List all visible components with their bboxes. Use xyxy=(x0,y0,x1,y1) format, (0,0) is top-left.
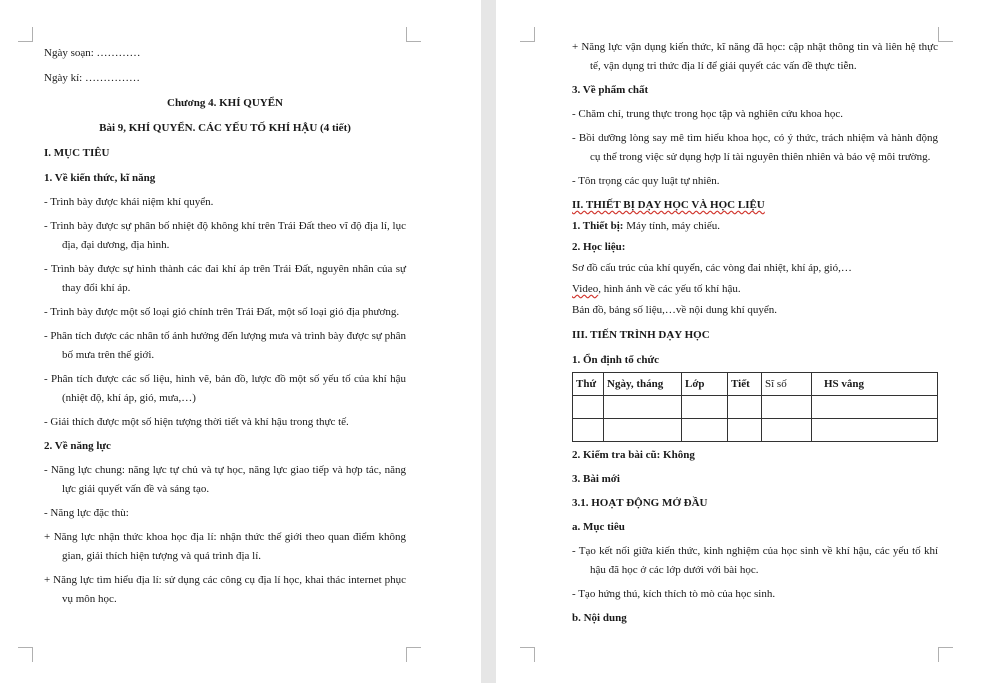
table-header-row xyxy=(573,373,938,396)
table-cell[interactable] xyxy=(604,396,682,419)
subsection-opening-activity: 3.1. HOẠT ĐỘNG MỞ ĐẦU xyxy=(572,497,708,509)
table-row xyxy=(573,419,938,442)
table-cell[interactable] xyxy=(762,396,812,419)
subsection-goal: a. Mục tiêu xyxy=(572,521,625,533)
materials-line-3: Bản đồ, bảng số liệu,…về nội dung khí quyển. xyxy=(572,304,778,316)
margin-corner-marker xyxy=(520,27,535,42)
table-cell[interactable] xyxy=(728,396,762,419)
competency-specific: - Năng lực đặc thù: xyxy=(44,507,129,519)
materials-line-1: Sơ đồ cấu trúc của khí quyển, các vòng đai nhiệt, khí áp, gió,… xyxy=(572,262,852,274)
competency-item: + Năng lực nhận thức khoa học địa lí: nhận thức thế giới theo quan điểm không gian, giải thích hiện tượng và quá trình địa lí. xyxy=(44,531,406,562)
lesson-title: Bài 9, KHÍ QUYỂN. CÁC YẾU TỐ KHÍ HẬU (4 tiết) xyxy=(99,122,351,134)
competency-general: - Năng lực chung: năng lực tự chủ và tự học, năng lực giao tiếp và hợp tác, năng lực giải quyết vấn đề và sáng tạo. xyxy=(44,464,406,495)
chapter-title: Chương 4. KHÍ QUYỂN xyxy=(167,97,283,109)
knowledge-item: - Giải thích được một số hiện tượng thời tiết và khí hậu trong thực tế. xyxy=(44,416,349,428)
competency-item: + Năng lực tìm hiểu địa lí: sử dụng các công cụ địa lí học, khai thác internet phục vụ môn học. xyxy=(44,574,406,605)
equipment-label: 1. Thiết bị: xyxy=(572,220,624,232)
date-prepared: Ngày soạn: ………… xyxy=(44,47,141,59)
subsection-content: b. Nội dung xyxy=(572,612,627,624)
table-cell[interactable] xyxy=(812,419,938,442)
table-header-cell: Tiết xyxy=(728,373,762,396)
knowledge-item: - Phân tích được các số liệu, hình vẽ, bản đồ, lược đồ một số yếu tố của khí hậu (nhiệt độ, khí áp, gió, mưa,…) xyxy=(44,373,406,404)
table-cell[interactable] xyxy=(573,419,604,442)
materials-line-2-rest: , hình ảnh về các yếu tố khí hậu. xyxy=(598,283,741,295)
subsection-check: 2. Kiểm tra bài cũ: Không xyxy=(572,449,695,461)
table-cell[interactable] xyxy=(762,419,812,442)
table-cell[interactable] xyxy=(573,396,604,419)
table-row xyxy=(573,396,938,419)
quality-item: - Bồi dưỡng lòng say mê tìm hiểu khoa học, có ý thức, trách nhiệm và hành động cụ thể trong việc sử dụng hợp lí tài nguyên thiên nhiên và bảo vệ môi trường. xyxy=(572,132,938,163)
section-objectives: I. MỤC TIÊU xyxy=(44,147,110,159)
subsection-quality: 3. Về phẩm chất xyxy=(572,84,649,96)
section-process: III. TIẾN TRÌNH DẠY HỌC xyxy=(572,329,710,341)
materials-label: 2. Học liệu: xyxy=(572,241,626,253)
subsection-new-lesson: 3. Bài mới xyxy=(572,473,620,485)
competency-apply: + Năng lực vận dụng kiến thức, kĩ năng đã học: cập nhật thông tin và liên hệ thực tế, vận dụng tri thức địa lí để giải quyết các vấn đề thực tiễn. xyxy=(572,41,938,72)
knowledge-item: - Phân tích được các nhân tố ảnh hưởng đến lượng mưa và trình bày được sự phân bố mưa trên thế giới. xyxy=(44,330,406,361)
margin-corner-marker xyxy=(520,647,535,662)
equipment-value: Máy tính, máy chiếu. xyxy=(623,220,720,232)
goal-item: - Tạo hứng thú, kích thích tò mò của học sinh. xyxy=(572,588,776,600)
table-cell[interactable] xyxy=(728,419,762,442)
knowledge-item: - Trình bày được sự phân bố nhiệt độ không khí trên Trái Đất theo vĩ độ địa lí, lục địa, đại dương, địa hình. xyxy=(44,220,406,251)
materials-line-2 xyxy=(572,280,938,299)
table-header-cell: Ngày, tháng xyxy=(604,373,682,396)
margin-corner-marker xyxy=(18,647,33,662)
section-equipment xyxy=(572,196,938,215)
goal-item: - Tạo kết nối giữa kiến thức, kinh nghiệm của học sinh về khí hậu, các yếu tố khí hậu đã học ở các lớp dưới với bài học. xyxy=(572,545,938,576)
quality-item: - Tôn trọng các quy luật tự nhiên. xyxy=(572,175,720,187)
margin-corner-marker xyxy=(938,27,953,42)
margin-corner-marker xyxy=(406,647,421,662)
margin-corner-marker xyxy=(406,27,421,42)
knowledge-item: - Trình bày được khái niệm khí quyển. xyxy=(44,196,214,208)
knowledge-item: - Trình bày được sự hình thành các đai khí áp trên Trái Đất, nguyên nhân của sự thay đổi khí áp. xyxy=(44,263,406,294)
table-cell[interactable] xyxy=(682,396,728,419)
class-attendance-table xyxy=(572,372,938,442)
table-cell[interactable] xyxy=(682,419,728,442)
table-header-cell: Lớp xyxy=(682,373,728,396)
equipment-line xyxy=(572,217,938,236)
knowledge-item: - Trình bày được một số loại gió chính trên Trái Đất, một số loại gió địa phương. xyxy=(44,306,400,318)
document-page-left[interactable] xyxy=(0,0,481,683)
table-cell[interactable] xyxy=(812,396,938,419)
page-right-content xyxy=(572,38,938,633)
quality-item: - Chăm chỉ, trung thực trong học tập và nghiên cứu khoa học. xyxy=(572,108,843,120)
subsection-knowledge: 1. Về kiến thức, kĩ năng xyxy=(44,172,156,184)
table-cell[interactable] xyxy=(604,419,682,442)
table-header-cell: Thứ xyxy=(573,373,604,396)
materials-video-word: Video xyxy=(572,283,599,295)
table-header-cell: HS vắng xyxy=(812,373,938,396)
page-left-content xyxy=(44,44,406,614)
subsection-organize: 1. Ổn định tổ chức xyxy=(572,354,659,366)
margin-corner-marker xyxy=(938,647,953,662)
subsection-competency: 2. Về năng lực xyxy=(44,440,111,452)
table-header-cell: Sĩ số xyxy=(762,373,812,396)
document-page-right[interactable] xyxy=(496,0,983,683)
margin-corner-marker xyxy=(18,27,33,42)
section-equipment-text: II. THIẾT BỊ DẠY HỌC VÀ HỌC LIỆU xyxy=(572,199,765,211)
date-signed: Ngày kí: …………… xyxy=(44,72,140,84)
